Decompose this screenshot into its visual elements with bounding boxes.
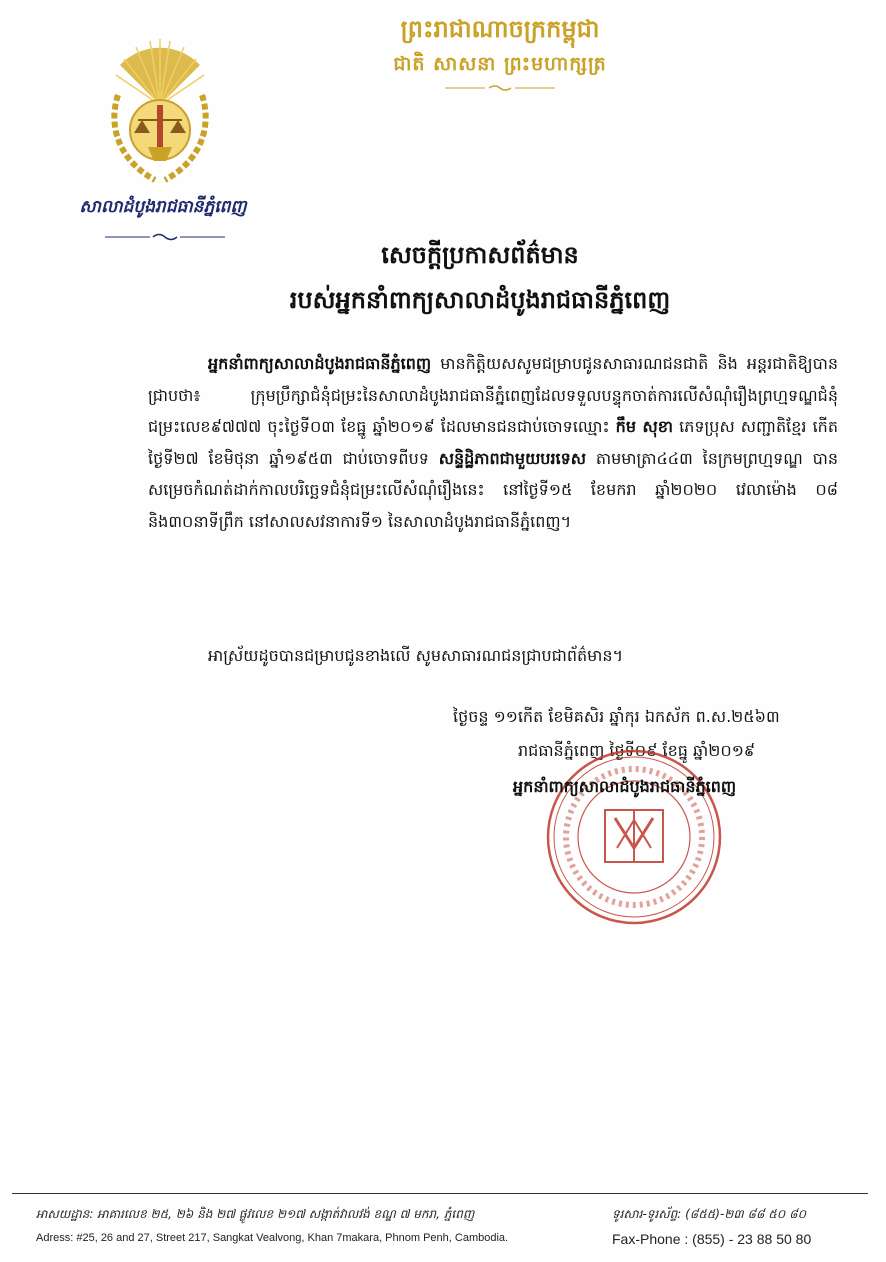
lunar-date: ថ្ងៃចន្ទ ១១កើត ខែមិគសិរ ឆ្នាំកុរ ឯកស័ក ព.ស.២៥៦៣ [453, 707, 780, 726]
court-emblem-icon [100, 35, 220, 195]
address-english: Adress: #25, 26 and 27, Street 217, Sangkat Vealvong, Khan 7makara, Phnom Penh, Cambodia. [36, 1232, 509, 1244]
address-khmer: អាសយដ្ឋាន: អាគារលេខ ២៥, ២៦ និង ២៧ ផ្លូវលេខ ២១៧ សង្កាត់វាលវង់ ខណ្ឌ ៧ មករា, ភ្នំពេញ [36, 1207, 475, 1221]
divider-ornament [105, 232, 225, 242]
phone-khmer: ទូរសារ-ទូរស័ព្ទ: (៨៥៥)-២៣ ៨៨ ៥០ ៨០ [612, 1207, 807, 1221]
paragraph-text-c: តាមមាត្រា៤៤៣ នៃក្រមព្រហ្មទណ្ឌ បានសម្រេចកំណត់ដាក់កាលបរិច្ឆេទជំនុំជម្រះលើសំណុំរឿងនេះ នៅថ្ងៃទី១៥ ខែមករា ឆ្នាំ២០២០ វេលាម៉ោង ០៨ និង៣០នាទីព្រឹក នៅសាលសវនាការទី១ នៃសាលាដំបូងរាជធានីភ្នំពេញ។ [148, 448, 838, 531]
phone-english: Fax-Phone : (855) - 23 88 50 80 [612, 1231, 812, 1247]
paragraph-text-a: មានកិត្តិយសសូមជម្រាបជូនសាធារណជនជាតិ និង អន្តរជាតិឱ្យបានជ្រាបថា៖ ក្រុមប្រឹក្សាជំនុំជម្រះនៃសាលាដំបូងរាជធានីភ្នំពេញដែលទទួលបន្ទុកចាត់ការលើសំណុំរឿងព្រហ្មទណ្ឌជំនុំជម្រះលេខ៩៧៧៧ ចុះថ្ងៃទី០៣ ខែធ្នូ ឆ្នាំ២០១៩ ដែលមានជនជាប់ចោទឈ្មោះ [148, 354, 838, 436]
footer-divider [12, 1193, 868, 1194]
official-seal-icon [545, 748, 723, 926]
paragraph-text-b: ភេទប្រុស សញ្ជាតិខ្មែរ កើតថ្ងៃទី២៧ ខែមិថុនា ឆ្នាំ១៩៥៣ ជាប់ចោទពីបទ [148, 417, 838, 468]
spokesperson-lead: អ្នកនាំពាក្យសាលាដំបូងរាជធានីភ្នំពេញ [208, 354, 432, 373]
national-motto: ជាតិ សាសនា ព្រះមហាក្សត្រ [393, 53, 607, 75]
motto-ornament [445, 84, 555, 92]
signer-title: អ្នកនាំពាក្យសាលាដំបូងរាជធានីភ្នំពេញ [513, 777, 737, 796]
body-paragraph-1 [148, 348, 838, 537]
defendant-name: កឹម សុខា [615, 417, 674, 436]
document-subtitle: របស់អ្នកនាំពាក្យសាលាដំបូងរាជធានីភ្នំពេញ [289, 285, 671, 314]
solar-date: រាជធានីភ្នំពេញ ថ្ងៃទី០៩ ខែធ្នូ ឆ្នាំ២០១៩ [518, 741, 756, 760]
body-paragraph-2: អាស្រ័យដូចបានជម្រាបជូនខាងលើ សូមសាធារណជនជ្រាបជាព័ត៌មាន។ [208, 646, 624, 665]
charge-text: សន្ទិដ្ឋិភាពជាមួយបរទេស [438, 448, 586, 468]
document-title: សេចក្ដីប្រកាសព័ត៌មាន [381, 240, 579, 269]
court-name: សាលាដំបូងរាជធានីភ្នំពេញ [79, 197, 247, 217]
kingdom-heading: ព្រះរាជាណាចក្រកម្ពុជា [400, 14, 600, 43]
